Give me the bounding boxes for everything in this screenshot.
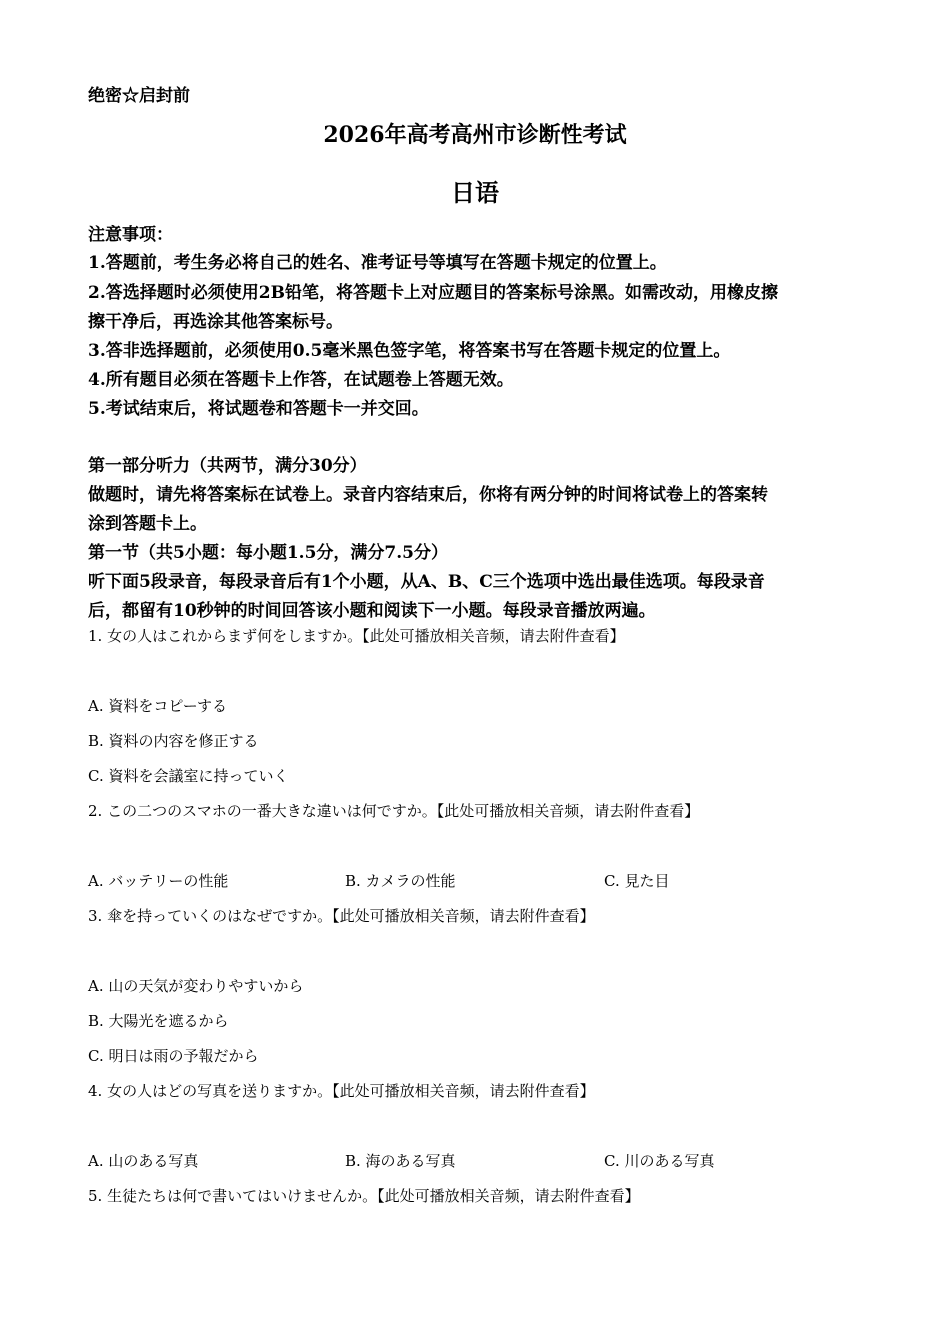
option-a: A. 資料をコピーする [88,697,228,715]
question-stem: 5. 生徒たちは何で書いてはいけませんか。【此处可播放相关音频，请去附件查看】 [88,1187,640,1205]
note-item: 4.所有题目必须在答题卡上作答，在试题卷上答题无效。 [88,370,514,390]
option-b: B. 海のある写真 [345,1152,456,1170]
part1-heading: 第一部分听力（共两节，满分30分） [88,456,367,476]
note-item: 2.答选择题时必须使用2B铅笔，将答题卡上对应题目的答案标号涂黑。如需改动，用橡皮擦 [88,283,778,303]
part1-instruction: 涂到答题卡上。 [88,514,207,534]
option-b: B. 大陽光を遮るから [88,1012,229,1030]
question-stem: 2. この二つのスマホの一番大きな違いは何ですか。【此处可播放相关音频，请去附件查看】 [88,802,700,820]
option-b: B. カメラの性能 [345,872,456,890]
part1-instruction: 做题时，请先将答案标在试卷上。录音内容结束后，你将有两分钟的时间将试卷上的答案转 [88,485,768,505]
option-b: B. 資料の内容を修正する [88,732,259,750]
option-c: C. 資料を会議室に持っていく [88,767,289,785]
section1-instruction: 听下面5段录音，每段录音后有1个小题，从A、B、C三个选项中选出最佳选项。每段录音 [88,572,765,592]
option-c: C. 明日は雨の予報だから [88,1047,259,1065]
note-item: 3.答非选择题前，必须使用0.5毫米黑色签字笔，将答案书写在答题卡规定的位置上。 [88,341,731,361]
option-a: A. バッテリーの性能 [88,872,229,890]
note-item: 5.考试结束后，将试题卷和答题卡一并交回。 [88,399,429,419]
question-stem: 1. 女の人はこれからまず何をしますか。【此处可播放相关音频，请去附件查看】 [88,627,625,645]
option-a: A. 山のある写真 [88,1152,199,1170]
question-stem: 4. 女の人はどの写真を送りますか。【此处可播放相关音频，请去附件查看】 [88,1082,595,1100]
question-stem: 3. 傘を持っていくのはなぜですか。【此处可播放相关音频，请去附件查看】 [88,907,595,925]
section1-instruction: 后，都留有10秒钟的时间回答该小题和阅读下一小题。每段录音播放两遍。 [88,601,656,621]
option-a: A. 山の天気が変わりやすいから [88,977,304,995]
subject-title: 日语 [451,178,499,207]
section1-heading: 第一节（共5小题：每小题1.5分，满分7.5分） [88,543,448,563]
option-c: C. 川のある写真 [604,1152,715,1170]
note-item: 擦干净后，再选涂其他答案标号。 [88,312,343,332]
notes-heading: 注意事项： [88,225,173,245]
exam-title: 2026年高考高州市诊断性考试 [323,122,627,148]
secret-label: 绝密☆启封前 [88,86,190,106]
note-item: 1.答题前，考生务必将自己的姓名、准考证号等填写在答题卡规定的位置上。 [88,253,667,273]
option-c: C. 見た目 [604,872,670,890]
